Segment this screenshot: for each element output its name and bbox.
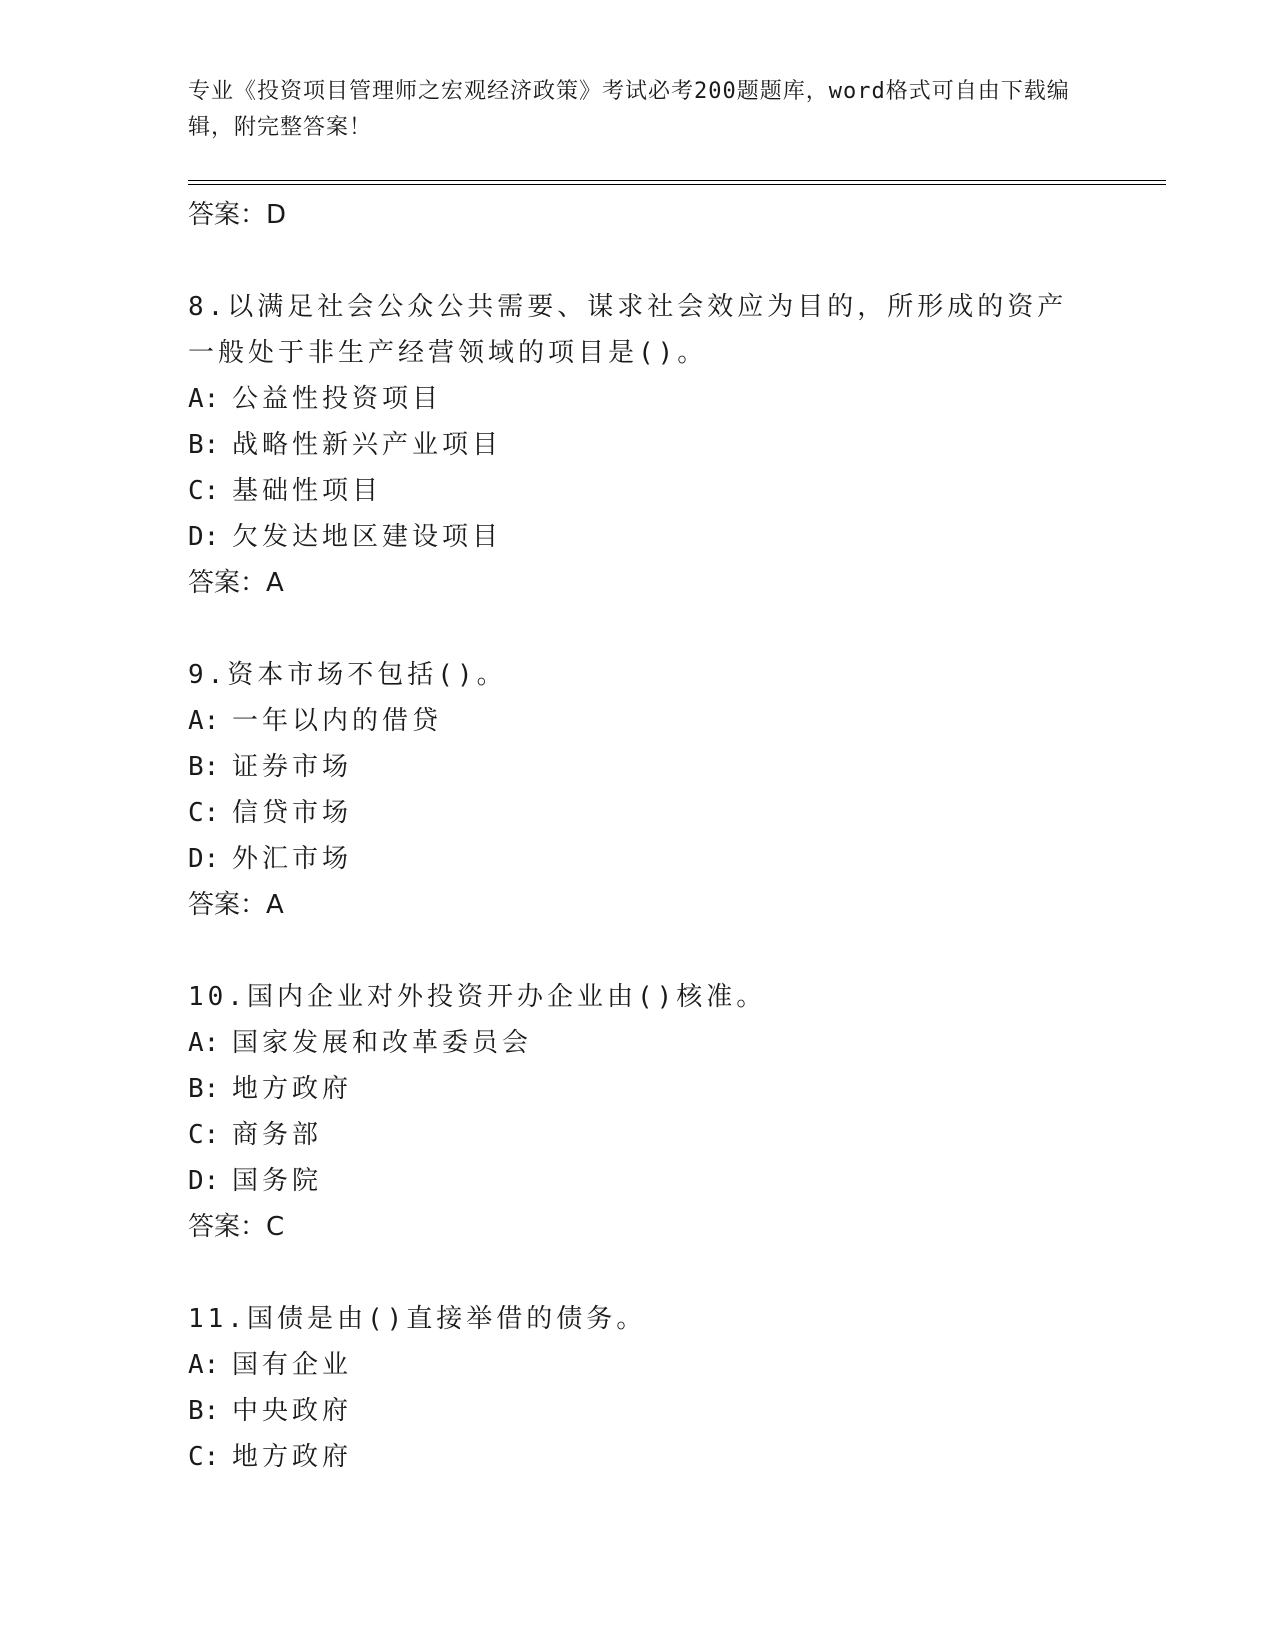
option-text: 地方政府 [232, 1442, 353, 1472]
option-c [188, 790, 1088, 836]
question-item [188, 284, 1088, 606]
option-text: 战略性新兴产业项目 [232, 430, 503, 460]
option-key: C: [188, 476, 220, 506]
answer-line: 答案：D [188, 200, 287, 230]
question-text: 9.资本市场不包括()。 [188, 660, 507, 690]
option-c [188, 1434, 1088, 1480]
option-a [188, 1020, 1088, 1066]
option-key: D: [188, 522, 220, 552]
option-key: D: [188, 1166, 220, 1196]
option-key: C: [188, 798, 220, 828]
question-text: 10.国内企业对外投资开办企业由()核准。 [188, 982, 767, 1012]
option-key: C: [188, 1442, 220, 1472]
option-key: B: [188, 752, 220, 782]
option-text: 商务部 [232, 1120, 323, 1150]
option-text: 基础性项目 [232, 476, 383, 506]
option-text: 国家发展和改革委员会 [232, 1028, 533, 1058]
option-key: D: [188, 844, 220, 874]
option-text: 公益性投资项目 [232, 384, 443, 414]
option-c [188, 468, 1088, 514]
option-key: A: [188, 384, 220, 414]
option-text: 国务院 [232, 1166, 323, 1196]
answer-line: 答案：A [188, 890, 284, 920]
header-rule-bottom [188, 184, 1166, 185]
option-text: 中央政府 [232, 1396, 353, 1426]
option-a [188, 1342, 1088, 1388]
option-text: 地方政府 [232, 1074, 353, 1104]
option-c [188, 1112, 1088, 1158]
option-b [188, 1388, 1088, 1434]
answer-line: 答案：A [188, 568, 284, 598]
option-key: B: [188, 1074, 220, 1104]
question-list [188, 192, 1088, 1480]
option-text: 外汇市场 [232, 844, 353, 874]
question-item [188, 974, 1088, 1250]
option-b [188, 1066, 1088, 1112]
option-text: 欠发达地区建设项目 [232, 522, 503, 552]
option-key: C: [188, 1120, 220, 1150]
option-text: 国有企业 [232, 1350, 353, 1380]
option-key: A: [188, 1350, 220, 1380]
option-d [188, 836, 1088, 882]
option-d [188, 514, 1088, 560]
option-key: A: [188, 706, 220, 736]
option-key: B: [188, 1396, 220, 1426]
option-a [188, 376, 1088, 422]
option-b [188, 422, 1088, 468]
option-text: 证券市场 [232, 752, 353, 782]
option-b [188, 744, 1088, 790]
option-text: 信贷市场 [232, 798, 353, 828]
question-item [188, 1296, 1088, 1480]
answer-line: 答案：C [188, 1212, 285, 1242]
option-text: 一年以内的借贷 [232, 706, 443, 736]
header-rule-top [188, 180, 1166, 181]
option-d [188, 1158, 1088, 1204]
option-a [188, 698, 1088, 744]
question-text: 11.国债是由()直接举借的债务。 [188, 1304, 647, 1334]
option-key: B: [188, 430, 220, 460]
document-header: 专业《投资项目管理师之宏观经济政策》考试必考200题题库，word格式可自由下载编辑，附完整答案！ [188, 79, 1070, 140]
question-item [188, 652, 1088, 928]
option-key: A: [188, 1028, 220, 1058]
question-text: 8.以满足社会公众公共需要、谋求社会效应为目的，所形成的资产一般处于非生产经营领域的项目是()。 [188, 292, 1068, 368]
